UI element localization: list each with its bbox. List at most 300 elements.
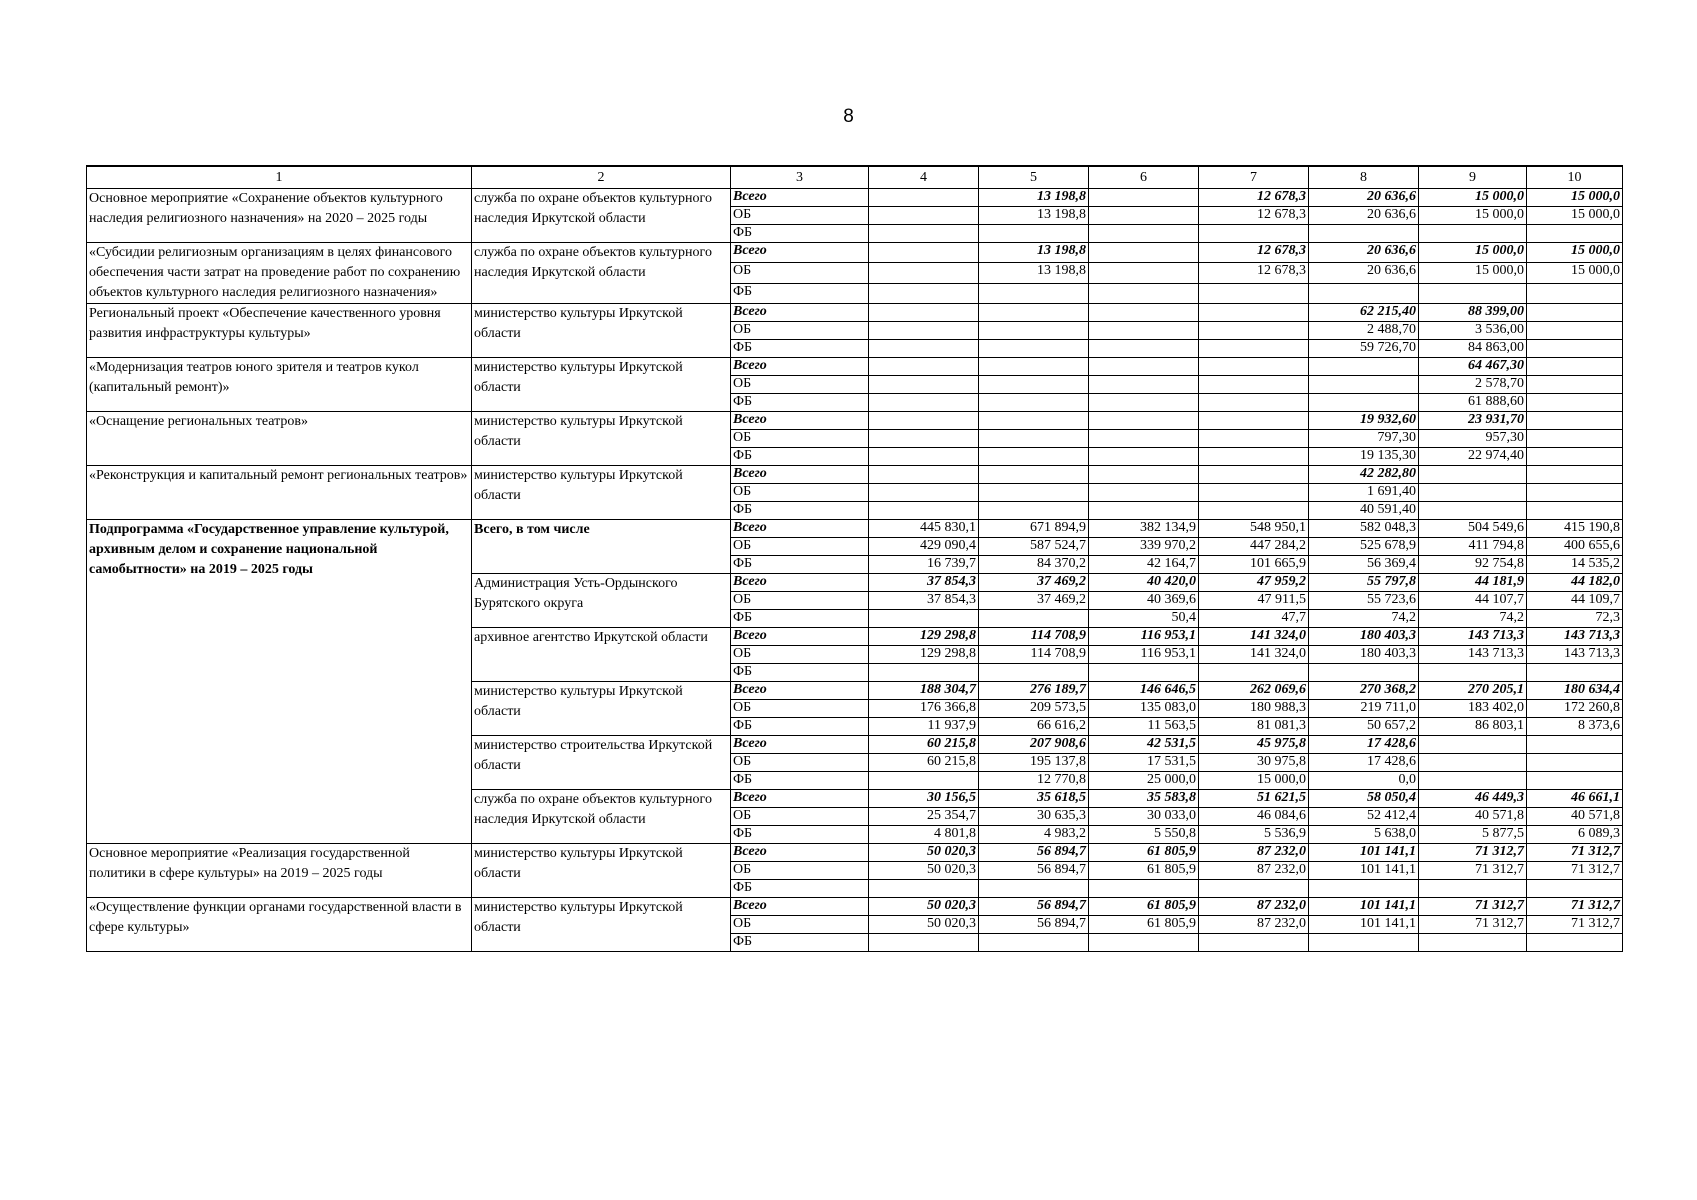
- amount-cell: 37 469,2: [979, 592, 1089, 610]
- amount-cell: 141 324,0: [1199, 646, 1309, 664]
- amount-cell: 209 573,5: [979, 700, 1089, 718]
- amount-cell: 276 189,7: [979, 682, 1089, 700]
- amount-cell: 14 535,2: [1527, 556, 1623, 574]
- table-row: [87, 358, 1623, 376]
- amount-cell: 11 937,9: [869, 718, 979, 736]
- amount-cell: [979, 484, 1089, 502]
- amount-cell: 219 711,0: [1309, 700, 1419, 718]
- amount-cell: 37 469,2: [979, 574, 1089, 592]
- executor-name: министерство культуры Иркутской области: [472, 844, 731, 898]
- amount-cell: 183 402,0: [1419, 700, 1527, 718]
- amount-cell: 72,3: [1527, 610, 1623, 628]
- amount-cell: [1527, 304, 1623, 322]
- amount-cell: [1527, 358, 1623, 376]
- amount-cell: 51 621,5: [1199, 790, 1309, 808]
- amount-cell: [1527, 283, 1623, 303]
- amount-cell: 42 531,5: [1089, 736, 1199, 754]
- funding-source: Всего: [731, 682, 869, 700]
- amount-cell: 35 583,8: [1089, 790, 1199, 808]
- amount-cell: [1309, 934, 1419, 952]
- amount-cell: 35 618,5: [979, 790, 1089, 808]
- amount-cell: [869, 263, 979, 283]
- amount-cell: [1089, 430, 1199, 448]
- amount-cell: 44 107,7: [1419, 592, 1527, 610]
- amount-cell: 101 665,9: [1199, 556, 1309, 574]
- amount-cell: 8 373,6: [1527, 718, 1623, 736]
- funding-source: Всего: [731, 736, 869, 754]
- amount-cell: 16 739,7: [869, 556, 979, 574]
- measure-name: «Осуществление функции органами государственной власти в сфере культуры»: [87, 898, 472, 952]
- funding-source: Всего: [731, 520, 869, 538]
- amount-cell: 30 975,8: [1199, 754, 1309, 772]
- amount-cell: [869, 376, 979, 394]
- funding-source: Всего: [731, 898, 869, 916]
- amount-cell: 40 571,8: [1419, 808, 1527, 826]
- amount-cell: 56 894,7: [979, 844, 1089, 862]
- amount-cell: [869, 189, 979, 207]
- amount-cell: 37 854,3: [869, 592, 979, 610]
- funding-source: ОБ: [731, 862, 869, 880]
- amount-cell: [1309, 376, 1419, 394]
- amount-cell: 12 770,8: [979, 772, 1089, 790]
- amount-cell: [1089, 304, 1199, 322]
- funding-source: ФБ: [731, 610, 869, 628]
- amount-cell: 13 198,8: [979, 263, 1089, 283]
- amount-cell: 71 312,7: [1419, 916, 1527, 934]
- measure-name: «Субсидии религиозным организациям в целях финансового обеспечения части затрат на проведение работ по сохранению объектов культурного наследия религиозного назначения»: [87, 243, 472, 304]
- amount-cell: 5 536,9: [1199, 826, 1309, 844]
- amount-cell: 447 284,2: [1199, 538, 1309, 556]
- funding-source: ОБ: [731, 700, 869, 718]
- executor-name: служба по охране объектов культурного наследия Иркутской области: [472, 243, 731, 304]
- funding-source: Всего: [731, 574, 869, 592]
- amount-cell: [869, 322, 979, 340]
- amount-cell: [1199, 358, 1309, 376]
- amount-cell: [1199, 283, 1309, 303]
- amount-cell: 2 488,70: [1309, 322, 1419, 340]
- amount-cell: 548 950,1: [1199, 520, 1309, 538]
- amount-cell: 47 959,2: [1199, 574, 1309, 592]
- amount-cell: 3 536,00: [1419, 322, 1527, 340]
- amount-cell: 81 081,3: [1199, 718, 1309, 736]
- funding-source: ОБ: [731, 207, 869, 225]
- amount-cell: 180 403,3: [1309, 628, 1419, 646]
- funding-source: ФБ: [731, 718, 869, 736]
- amount-cell: [869, 934, 979, 952]
- amount-cell: [869, 466, 979, 484]
- measure-name: Основное мероприятие «Сохранение объектов культурного наследия религиозного назначения» на 2020 – 2025 годы: [87, 189, 472, 243]
- amount-cell: [979, 502, 1089, 520]
- amount-cell: [979, 394, 1089, 412]
- executor-name: министерство культуры Иркутской области: [472, 466, 731, 520]
- amount-cell: [869, 225, 979, 243]
- amount-cell: 141 324,0: [1199, 628, 1309, 646]
- amount-cell: [1089, 502, 1199, 520]
- amount-cell: 101 141,1: [1309, 916, 1419, 934]
- amount-cell: 44 109,7: [1527, 592, 1623, 610]
- amount-cell: [869, 283, 979, 303]
- amount-cell: 2 578,70: [1419, 376, 1527, 394]
- funding-source: Всего: [731, 844, 869, 862]
- table-row: [87, 189, 1623, 207]
- amount-cell: 143 713,3: [1419, 628, 1527, 646]
- amount-cell: 15 000,0: [1527, 263, 1623, 283]
- amount-cell: [979, 283, 1089, 303]
- funding-source: ФБ: [731, 826, 869, 844]
- amount-cell: [1199, 664, 1309, 682]
- amount-cell: [1527, 736, 1623, 754]
- amount-cell: 143 713,3: [1527, 628, 1623, 646]
- executor-name: Всего, в том числе: [472, 520, 731, 574]
- amount-cell: 61 805,9: [1089, 844, 1199, 862]
- amount-cell: 129 298,8: [869, 646, 979, 664]
- amount-cell: 101 141,1: [1309, 898, 1419, 916]
- amount-cell: 50 020,3: [869, 898, 979, 916]
- amount-cell: 114 708,9: [979, 646, 1089, 664]
- amount-cell: [1199, 484, 1309, 502]
- amount-cell: [869, 358, 979, 376]
- measure-name: «Реконструкция и капитальный ремонт региональных театров»: [87, 466, 472, 520]
- amount-cell: 0,0: [1309, 772, 1419, 790]
- amount-cell: [979, 304, 1089, 322]
- funding-source: ОБ: [731, 808, 869, 826]
- funding-source: ФБ: [731, 664, 869, 682]
- amount-cell: [1089, 225, 1199, 243]
- measure-name: «Оснащение региональных театров»: [87, 412, 472, 466]
- page-number: 8: [843, 106, 854, 127]
- table-row: [87, 466, 1623, 484]
- amount-cell: 56 894,7: [979, 898, 1089, 916]
- amount-cell: 5 550,8: [1089, 826, 1199, 844]
- amount-cell: 92 754,8: [1419, 556, 1527, 574]
- amount-cell: 86 803,1: [1419, 718, 1527, 736]
- amount-cell: [1089, 934, 1199, 952]
- amount-cell: 40 571,8: [1527, 808, 1623, 826]
- amount-cell: 71 312,7: [1419, 844, 1527, 862]
- executor-name: служба по охране объектов культурного наследия Иркутской области: [472, 189, 731, 243]
- amount-cell: 15 000,0: [1199, 772, 1309, 790]
- amount-cell: [1089, 484, 1199, 502]
- column-header: 7: [1199, 166, 1309, 189]
- amount-cell: 411 794,8: [1419, 538, 1527, 556]
- amount-cell: [1089, 340, 1199, 358]
- amount-cell: 6 089,3: [1527, 826, 1623, 844]
- amount-cell: 12 678,3: [1199, 189, 1309, 207]
- funding-source: ОБ: [731, 646, 869, 664]
- amount-cell: [1089, 358, 1199, 376]
- amount-cell: [1527, 448, 1623, 466]
- amount-cell: 12 678,3: [1199, 263, 1309, 283]
- amount-cell: [979, 376, 1089, 394]
- amount-cell: 11 563,5: [1089, 718, 1199, 736]
- amount-cell: [869, 448, 979, 466]
- amount-cell: 40 420,0: [1089, 574, 1199, 592]
- amount-cell: [1527, 502, 1623, 520]
- amount-cell: [1527, 322, 1623, 340]
- amount-cell: 44 181,9: [1419, 574, 1527, 592]
- amount-cell: [869, 610, 979, 628]
- funding-source: ФБ: [731, 880, 869, 898]
- amount-cell: [1419, 502, 1527, 520]
- amount-cell: [979, 358, 1089, 376]
- amount-cell: [1199, 322, 1309, 340]
- amount-cell: 12 678,3: [1199, 207, 1309, 225]
- amount-cell: 15 000,0: [1419, 263, 1527, 283]
- amount-cell: 30 635,3: [979, 808, 1089, 826]
- amount-cell: 74,2: [1419, 610, 1527, 628]
- funding-source: ОБ: [731, 592, 869, 610]
- amount-cell: 55 723,6: [1309, 592, 1419, 610]
- amount-cell: 671 894,9: [979, 520, 1089, 538]
- amount-cell: 270 368,2: [1309, 682, 1419, 700]
- funding-source: ФБ: [731, 340, 869, 358]
- amount-cell: [1527, 430, 1623, 448]
- amount-cell: 61 805,9: [1089, 916, 1199, 934]
- amount-cell: [1199, 376, 1309, 394]
- amount-cell: [1419, 283, 1527, 303]
- amount-cell: 15 000,0: [1527, 207, 1623, 225]
- column-header: 6: [1089, 166, 1199, 189]
- amount-cell: 71 312,7: [1527, 916, 1623, 934]
- amount-cell: [869, 243, 979, 263]
- executor-name: министерство культуры Иркутской области: [472, 304, 731, 358]
- amount-cell: [1419, 225, 1527, 243]
- amount-cell: 46 661,1: [1527, 790, 1623, 808]
- amount-cell: [869, 484, 979, 502]
- amount-cell: [869, 412, 979, 430]
- amount-cell: 25 354,7: [869, 808, 979, 826]
- measure-name: «Модернизация театров юного зрителя и театров кукол (капитальный ремонт)»: [87, 358, 472, 412]
- executor-name: министерство культуры Иркутской области: [472, 682, 731, 736]
- funding-source: ОБ: [731, 754, 869, 772]
- budget-table: [86, 165, 1623, 952]
- funding-source: Всего: [731, 358, 869, 376]
- amount-cell: [869, 207, 979, 225]
- table-row: [87, 898, 1623, 916]
- amount-cell: 87 232,0: [1199, 898, 1309, 916]
- amount-cell: 262 069,6: [1199, 682, 1309, 700]
- amount-cell: [1419, 664, 1527, 682]
- amount-cell: [1309, 664, 1419, 682]
- amount-cell: [869, 664, 979, 682]
- amount-cell: [1419, 772, 1527, 790]
- amount-cell: [979, 934, 1089, 952]
- amount-cell: [1309, 394, 1419, 412]
- funding-source: ФБ: [731, 502, 869, 520]
- amount-cell: [1199, 430, 1309, 448]
- amount-cell: 74,2: [1309, 610, 1419, 628]
- amount-cell: 55 797,8: [1309, 574, 1419, 592]
- amount-cell: 101 141,1: [1309, 844, 1419, 862]
- column-header: 10: [1527, 166, 1623, 189]
- amount-cell: [1527, 376, 1623, 394]
- amount-cell: 15 000,0: [1419, 243, 1527, 263]
- amount-cell: [1527, 412, 1623, 430]
- funding-source: ОБ: [731, 538, 869, 556]
- amount-cell: [1527, 225, 1623, 243]
- amount-cell: [1309, 283, 1419, 303]
- executor-name: служба по охране объектов культурного наследия Иркутской области: [472, 790, 731, 844]
- amount-cell: [1527, 754, 1623, 772]
- amount-cell: 20 636,6: [1309, 263, 1419, 283]
- funding-source: ОБ: [731, 484, 869, 502]
- amount-cell: 15 000,0: [1527, 189, 1623, 207]
- amount-cell: [1309, 880, 1419, 898]
- amount-cell: [1199, 502, 1309, 520]
- funding-source: ОБ: [731, 263, 869, 283]
- amount-cell: 188 304,7: [869, 682, 979, 700]
- funding-source: ФБ: [731, 283, 869, 303]
- amount-cell: 62 215,40: [1309, 304, 1419, 322]
- amount-cell: [1527, 394, 1623, 412]
- amount-cell: 46 449,3: [1419, 790, 1527, 808]
- amount-cell: [1089, 664, 1199, 682]
- amount-cell: 176 366,8: [869, 700, 979, 718]
- amount-cell: 143 713,3: [1419, 646, 1527, 664]
- funding-source: Всего: [731, 243, 869, 263]
- amount-cell: 180 988,3: [1199, 700, 1309, 718]
- amount-cell: 60 215,8: [869, 736, 979, 754]
- amount-cell: 23 931,70: [1419, 412, 1527, 430]
- amount-cell: 42 164,7: [1089, 556, 1199, 574]
- column-header: 5: [979, 166, 1089, 189]
- funding-source: Всего: [731, 304, 869, 322]
- funding-source: Всего: [731, 412, 869, 430]
- amount-cell: 429 090,4: [869, 538, 979, 556]
- funding-source: ФБ: [731, 934, 869, 952]
- amount-cell: [979, 664, 1089, 682]
- amount-cell: [1199, 340, 1309, 358]
- amount-cell: 46 084,6: [1199, 808, 1309, 826]
- amount-cell: 87 232,0: [1199, 862, 1309, 880]
- amount-cell: [1199, 448, 1309, 466]
- amount-cell: 4 801,8: [869, 826, 979, 844]
- amount-cell: 84 863,00: [1419, 340, 1527, 358]
- amount-cell: 582 048,3: [1309, 520, 1419, 538]
- amount-cell: 4 983,2: [979, 826, 1089, 844]
- amount-cell: 17 428,6: [1309, 754, 1419, 772]
- amount-cell: [979, 466, 1089, 484]
- amount-cell: 12 678,3: [1199, 243, 1309, 263]
- amount-cell: [1089, 263, 1199, 283]
- measure-name: Подпрограмма «Государственное управление культурой, архивным делом и сохранение национальной самобытности» на 2019 – 2025 годы: [87, 520, 472, 844]
- amount-cell: 19 932,60: [1309, 412, 1419, 430]
- amount-cell: 47 911,5: [1199, 592, 1309, 610]
- amount-cell: 15 000,0: [1527, 243, 1623, 263]
- amount-cell: 50 020,3: [869, 844, 979, 862]
- amount-cell: 13 198,8: [979, 243, 1089, 263]
- table-row: [87, 304, 1623, 322]
- amount-cell: [869, 304, 979, 322]
- funding-source: ОБ: [731, 916, 869, 934]
- column-header: 4: [869, 166, 979, 189]
- amount-cell: 382 134,9: [1089, 520, 1199, 538]
- table-row: [87, 520, 1623, 538]
- table-row: [87, 243, 1623, 263]
- amount-cell: [1089, 448, 1199, 466]
- amount-cell: 143 713,3: [1527, 646, 1623, 664]
- column-header: 3: [731, 166, 869, 189]
- amount-cell: [1309, 225, 1419, 243]
- amount-cell: 56 369,4: [1309, 556, 1419, 574]
- table-row: [87, 412, 1623, 430]
- amount-cell: [1199, 934, 1309, 952]
- amount-cell: 146 646,5: [1089, 682, 1199, 700]
- amount-cell: 87 232,0: [1199, 916, 1309, 934]
- amount-cell: 40 369,6: [1089, 592, 1199, 610]
- amount-cell: [979, 448, 1089, 466]
- amount-cell: [979, 340, 1089, 358]
- amount-cell: [1089, 412, 1199, 430]
- amount-cell: 957,30: [1419, 430, 1527, 448]
- amount-cell: [1527, 772, 1623, 790]
- amount-cell: 71 312,7: [1527, 862, 1623, 880]
- amount-cell: [1089, 283, 1199, 303]
- amount-cell: 525 678,9: [1309, 538, 1419, 556]
- amount-cell: 58 050,4: [1309, 790, 1419, 808]
- executor-name: Администрация Усть-Ордынского Бурятского округа: [472, 574, 731, 628]
- amount-cell: 135 083,0: [1089, 700, 1199, 718]
- amount-cell: [1089, 466, 1199, 484]
- amount-cell: 30 156,5: [869, 790, 979, 808]
- amount-cell: 37 854,3: [869, 574, 979, 592]
- amount-cell: 56 894,7: [979, 916, 1089, 934]
- funding-source: Всего: [731, 189, 869, 207]
- amount-cell: [979, 880, 1089, 898]
- amount-cell: [1199, 225, 1309, 243]
- amount-cell: 20 636,6: [1309, 243, 1419, 263]
- column-number-row: [87, 166, 1623, 189]
- amount-cell: 180 634,4: [1527, 682, 1623, 700]
- amount-cell: 71 312,7: [1527, 898, 1623, 916]
- amount-cell: [979, 322, 1089, 340]
- amount-cell: 129 298,8: [869, 628, 979, 646]
- amount-cell: 101 141,1: [1309, 862, 1419, 880]
- column-header: 2: [472, 166, 731, 189]
- amount-cell: 20 636,6: [1309, 189, 1419, 207]
- executor-name: архивное агентство Иркутской области: [472, 628, 731, 682]
- amount-cell: [1419, 736, 1527, 754]
- amount-cell: 587 524,7: [979, 538, 1089, 556]
- amount-cell: [1089, 322, 1199, 340]
- column-header: 9: [1419, 166, 1527, 189]
- table-row: [87, 844, 1623, 862]
- amount-cell: [1419, 466, 1527, 484]
- amount-cell: 50 020,3: [869, 862, 979, 880]
- column-header: 1: [87, 166, 472, 189]
- amount-cell: 172 260,8: [1527, 700, 1623, 718]
- amount-cell: 19 135,30: [1309, 448, 1419, 466]
- amount-cell: 116 953,1: [1089, 646, 1199, 664]
- amount-cell: 88 399,00: [1419, 304, 1527, 322]
- executor-name: министерство культуры Иркутской области: [472, 412, 731, 466]
- amount-cell: 40 591,40: [1309, 502, 1419, 520]
- amount-cell: [1419, 880, 1527, 898]
- amount-cell: 47,7: [1199, 610, 1309, 628]
- amount-cell: [1089, 207, 1199, 225]
- funding-source: ФБ: [731, 772, 869, 790]
- executor-name: министерство культуры Иркутской области: [472, 898, 731, 952]
- amount-cell: [1419, 934, 1527, 952]
- amount-cell: 87 232,0: [1199, 844, 1309, 862]
- amount-cell: 22 974,40: [1419, 448, 1527, 466]
- amount-cell: 71 312,7: [1419, 898, 1527, 916]
- amount-cell: 116 953,1: [1089, 628, 1199, 646]
- amount-cell: [1089, 376, 1199, 394]
- amount-cell: [1199, 466, 1309, 484]
- amount-cell: 797,30: [1309, 430, 1419, 448]
- amount-cell: [979, 430, 1089, 448]
